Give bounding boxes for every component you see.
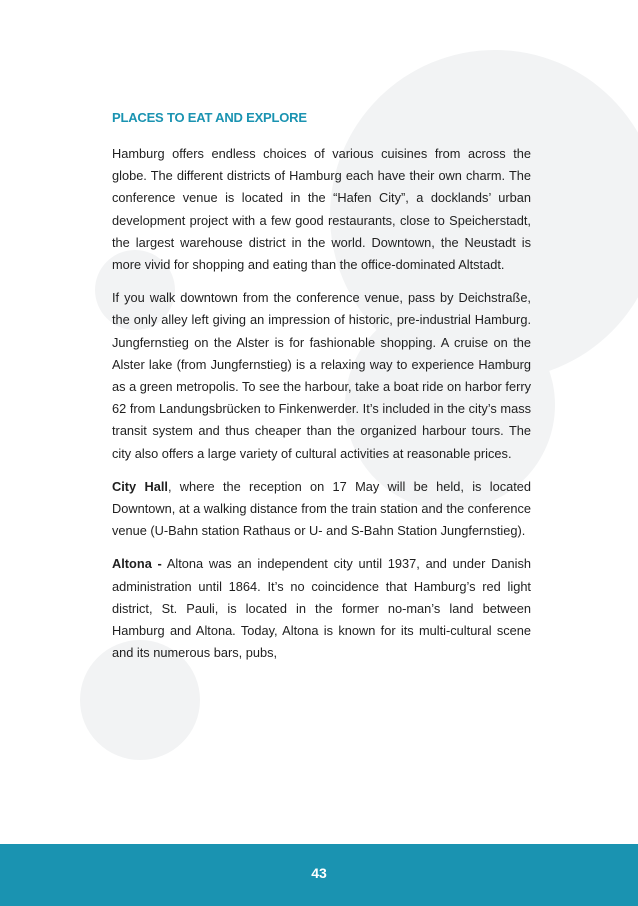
altona-label: Altona - bbox=[112, 556, 162, 572]
altona-text: Altona was an independent city until 1937, and under Danish administration until 1864. It’s no coincidence that Hamburg’s red light district, St. Pauli, is located in the former no-man’s land between Hamburg and Altona. Today, Altona is known for its multi-cultural scene and its numerous bars, pubs, bbox=[112, 556, 531, 661]
city-hall-label: City Hall bbox=[112, 478, 168, 494]
page-number: 43 bbox=[311, 865, 327, 881]
page-content bbox=[112, 110, 531, 675]
section-heading: PLACES TO EAT AND EXPLORE bbox=[112, 110, 307, 125]
paragraph-downtown: If you walk downtown from the conference venue, pass by Deichstraße, the only alley left giving an impression of historic, pre-industrial Hamburg. Jungfernstieg on the Alster is for fashionable shopping. A cruise on the Alster lake (from Jungfernstieg) is a relaxing way to experience Hamburg as a green metropolis. To see the harbour, take a boat ride on harbor ferry 62 from Landungsbrücken to Finkenwerder. It’s included in the city’s mass transit system and thus cheaper than the organized harbour tours. The city also offers a large variety of cultural activities at reasonable prices. bbox=[112, 290, 531, 461]
city-hall-text: , where the reception on 17 May will be held, is located Downtown, at a walking distance from the train station and the conference venue (U-Bahn station Rathaus or U- and S-Bahn Station Jungfernstieg). bbox=[112, 478, 532, 539]
page-footer bbox=[0, 844, 638, 906]
paragraph-intro: Hamburg offers endless choices of various cuisines from across the globe. The different districts of Hamburg each have their own charm. The conference venue is located in the “Hafen City”, a docklands’ urban development project with a few good restaurants, close to Speicherstadt, the largest warehouse district in the world. Downtown, the Neustadt is more vivid for shopping and eating than the office-dominated Altstadt. bbox=[112, 146, 531, 273]
paragraph-altona bbox=[112, 553, 531, 664]
paragraph-city-hall bbox=[112, 476, 531, 543]
